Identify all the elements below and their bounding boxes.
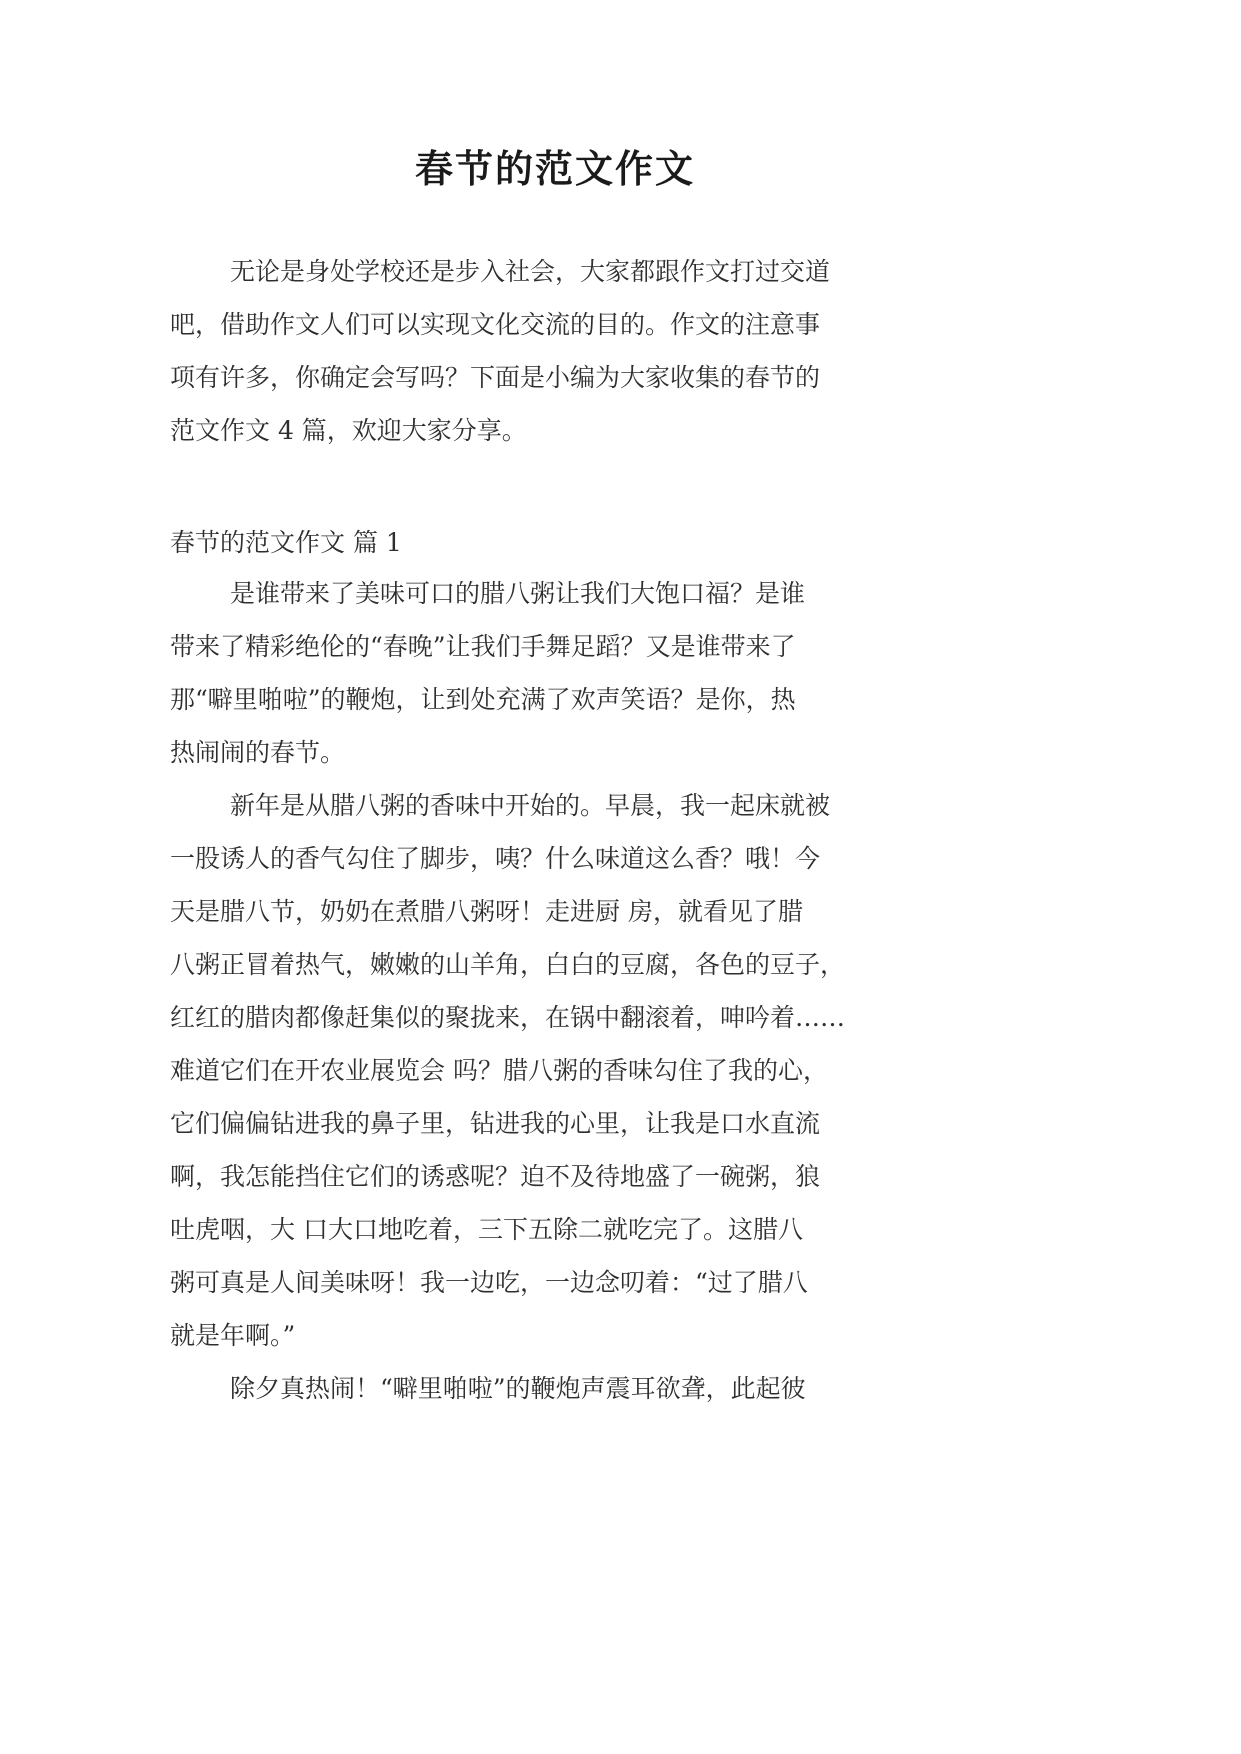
section-heading: 春节的范文作文 篇 1 [170,528,402,557]
intro-paragraph-line: 吧，借助作文人们可以实现文化交流的目的。作文的注意事 [170,310,821,339]
essay-paragraph-line: 粥可真是人间美味呀！我一边吃，一边念叨着：“过了腊八 [170,1268,808,1297]
essay-paragraph-line: 带来了精彩绝伦的“春晚”让我们手舞足蹈？又是谁带来了 [170,632,796,661]
essay-paragraph-line: 天是腊八节，奶奶在煮腊八粥呀！走进厨 房，就看见了腊 [170,897,803,926]
essay-paragraph-line: 一股诱人的香气勾住了脚步，咦？什么味道这么香？哦！今 [170,844,821,873]
essay-paragraph-line: 就是年啊。” [170,1321,296,1350]
essay-paragraph-line: 吐虎咽，大 口大口地吃着，三下五除二就吃完了。这腊八 [170,1215,803,1244]
intro-paragraph-line: 范文作文 4 篇，欢迎大家分享。 [170,416,527,445]
intro-paragraph-line: 项有许多，你确定会写吗？下面是小编为大家收集的春节的 [170,363,821,392]
essay-paragraph-line: 除夕真热闹！“噼里啪啦”的鞭炮声震耳欲聋，此起彼 [230,1374,806,1403]
essay-paragraph-line: 热闹闹的春节。 [170,738,346,767]
essay-paragraph-line: 八粥正冒着热气，嫩嫩的山羊角，白白的豆腐，各色的豆子， [170,950,846,979]
document-title: 春节的范文作文 [414,146,695,191]
essay-paragraph-line: 红红的腊肉都像赶集似的聚拢来，在锅中翻滚着，呻吟着…… [170,1003,846,1032]
essay-paragraph-line: 那“噼里啪啦”的鞭炮，让到处充满了欢声笑语？是你，热 [170,685,796,714]
essay-paragraph-line: 啊，我怎能挡住它们的诱惑呢？迫不及待地盛了一碗粥，狼 [170,1162,821,1191]
essay-paragraph-line: 新年是从腊八粥的香味中开始的。早晨，我一起床就被 [230,791,831,820]
essay-paragraph-line: 它们偏偏钻进我的鼻子里，钻进我的心里，让我是口水直流 [170,1109,821,1138]
intro-paragraph-line: 无论是身处学校还是步入社会，大家都跟作文打过交道 [230,257,831,286]
essay-paragraph-line: 难道它们在开农业展览会 吗？腊八粥的香味勾住了我的心， [170,1056,828,1085]
essay-paragraph-line: 是谁带来了美味可口的腊八粥让我们大饱口福？是谁 [230,579,806,608]
